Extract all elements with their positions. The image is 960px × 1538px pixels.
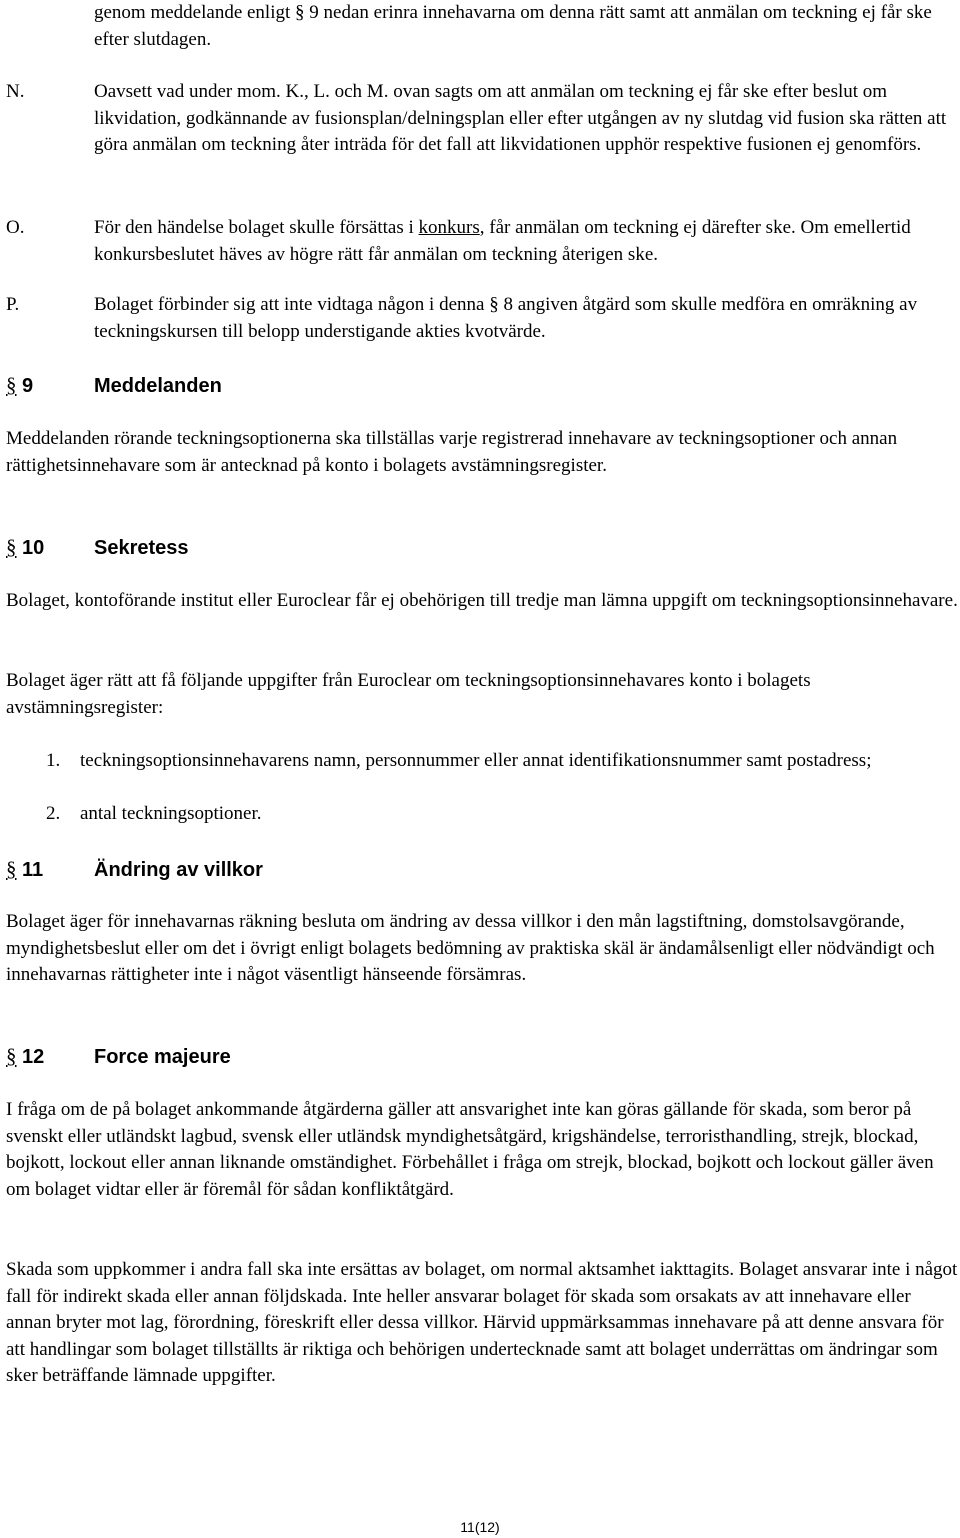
section-symbol: § (6, 373, 17, 397)
item-text-o-after: , får anmälan om teckning ej därefter ske. Om emellertid konkursbeslutet häves av högre rätt får anmälan om teckning återigen ske. (94, 217, 911, 265)
section-heading-10 (6, 534, 906, 561)
section-title: Meddelanden (94, 375, 222, 397)
section-10-paragraph-2: Bolaget äger rätt att få följande uppgifter från Euroclear om teckningsoptionsinnehavares konto i bolagets avstämningsregister: (6, 670, 811, 718)
section-symbol: § (6, 1044, 17, 1068)
section-title: Sekretess (94, 537, 189, 559)
section-heading-12 (6, 1043, 906, 1070)
section-12-paragraph-1: I fråga om de på bolaget ankommande åtgärderna gäller att ansvarighet inte kan göras gällande för skada, som beror på svenskt eller utländskt lagbud, svensk eller utländsk myndighetsåtgärd, krigshändelse, terroristhandling, strejk, blockad, bojkott, lockout eller annan liknande omständighet. Förbehållet i fråga om strejk, blockad, bojkott och lockout gäller även om bolaget vidtar eller är föremål för sådan konfliktåtgärd. (6, 1099, 934, 1200)
section-symbol: § (6, 857, 17, 881)
section-heading-11 (6, 856, 906, 883)
item-text-o-before: För den händelse bolaget skulle försättas i (94, 217, 419, 238)
section-number: 9 (22, 375, 34, 397)
section-9-paragraph-1: Meddelanden rörande teckningsoptionerna ska tillställas varje registrerad innehavare av teckningsoptioner och annan rättighetsinnehavare som är antecknad på konto i bolagets avstämningsregister. (6, 428, 898, 476)
page-number: 11(12) (460, 1519, 500, 1535)
section-10-paragraph-1: Bolaget, kontoförande institut eller Euroclear får ej obehörigen till tredje man lämna uppgift om teckningsoptionsinnehavare. (6, 590, 958, 611)
section-number: 12 (22, 1046, 45, 1068)
section-12-paragraph-2: Skada som uppkommer i andra fall ska inte ersättas av bolaget, om normal aktsamhet iakttagits. Bolaget ansvarar inte i något fall för indirekt skada eller annan följdskada. Inte heller ansvarar bolaget för skada som orsakats av att innehavare eller annan bryter mot lag, förordning, föreskrift eller dessa villkor. Härvid uppmärksammas innehavare på att denne ansvara för att handlingar som bolaget tillställts är riktiga och behörigen undertecknade samt att bolaget underrättas om ändringar som sker beträffande lämnade uppgifter. (6, 1259, 958, 1386)
item-text-n: Oavsett vad under mom. K., L. och M. ovan sagts om att anmälan om teckning ej får ske efter beslut om likvidation, godkännande av fusionsplan/delningsplan eller efter utgången av ny slutdag vid fusion ska rätten att göra anmälan om teckning åter inträda för det fall att likvidationen upphör respektive fusionen ej genomförs. (94, 81, 947, 155)
item-text-o (94, 215, 956, 268)
item-letter-p: P. (6, 294, 20, 315)
section-title: Ändring av villkor (94, 859, 263, 881)
item-letter-o: O. (6, 217, 25, 238)
list-item: teckningsoptionsinnehavarens namn, personnummer eller annat identifikationsnummer samt postadress; (80, 750, 872, 771)
section-title: Force majeure (94, 1046, 231, 1068)
item-text-p: Bolaget förbinder sig att inte vidtaga någon i denna § 8 angiven åtgärd som skulle medföra en omräkning av teckningskursen till belopp understigande akties kvotvärde. (94, 294, 918, 342)
list-item: antal teckningsoptioner. (80, 803, 262, 824)
section-number: 10 (22, 537, 45, 559)
section-symbol: § (6, 535, 17, 559)
list-item-number: 1. (46, 750, 61, 771)
section-heading-9 (6, 372, 906, 399)
list-item-number: 2. (46, 803, 61, 824)
continuation-paragraph: genom meddelande enligt § 9 nedan erinra innehavarna om denna rätt samt att anmälan om teckning ej får ske efter slutdagen. (94, 2, 932, 50)
section-11-paragraph-1: Bolaget äger för innehavarnas räkning besluta om ändring av dessa villkor i den mån lagstiftning, domstolsavgörande, myndighetsbeslut eller om det i övrigt enligt bolagets bedömning av praktiska skäl är ändamålsenligt eller nödvändigt och innehavarnas rättigheter inte i något väsentligt hänseende försämras. (6, 911, 935, 985)
item-letter-n: N. (6, 81, 25, 102)
section-number: 11 (22, 859, 44, 881)
konkurs-term: konkurs (418, 217, 480, 238)
